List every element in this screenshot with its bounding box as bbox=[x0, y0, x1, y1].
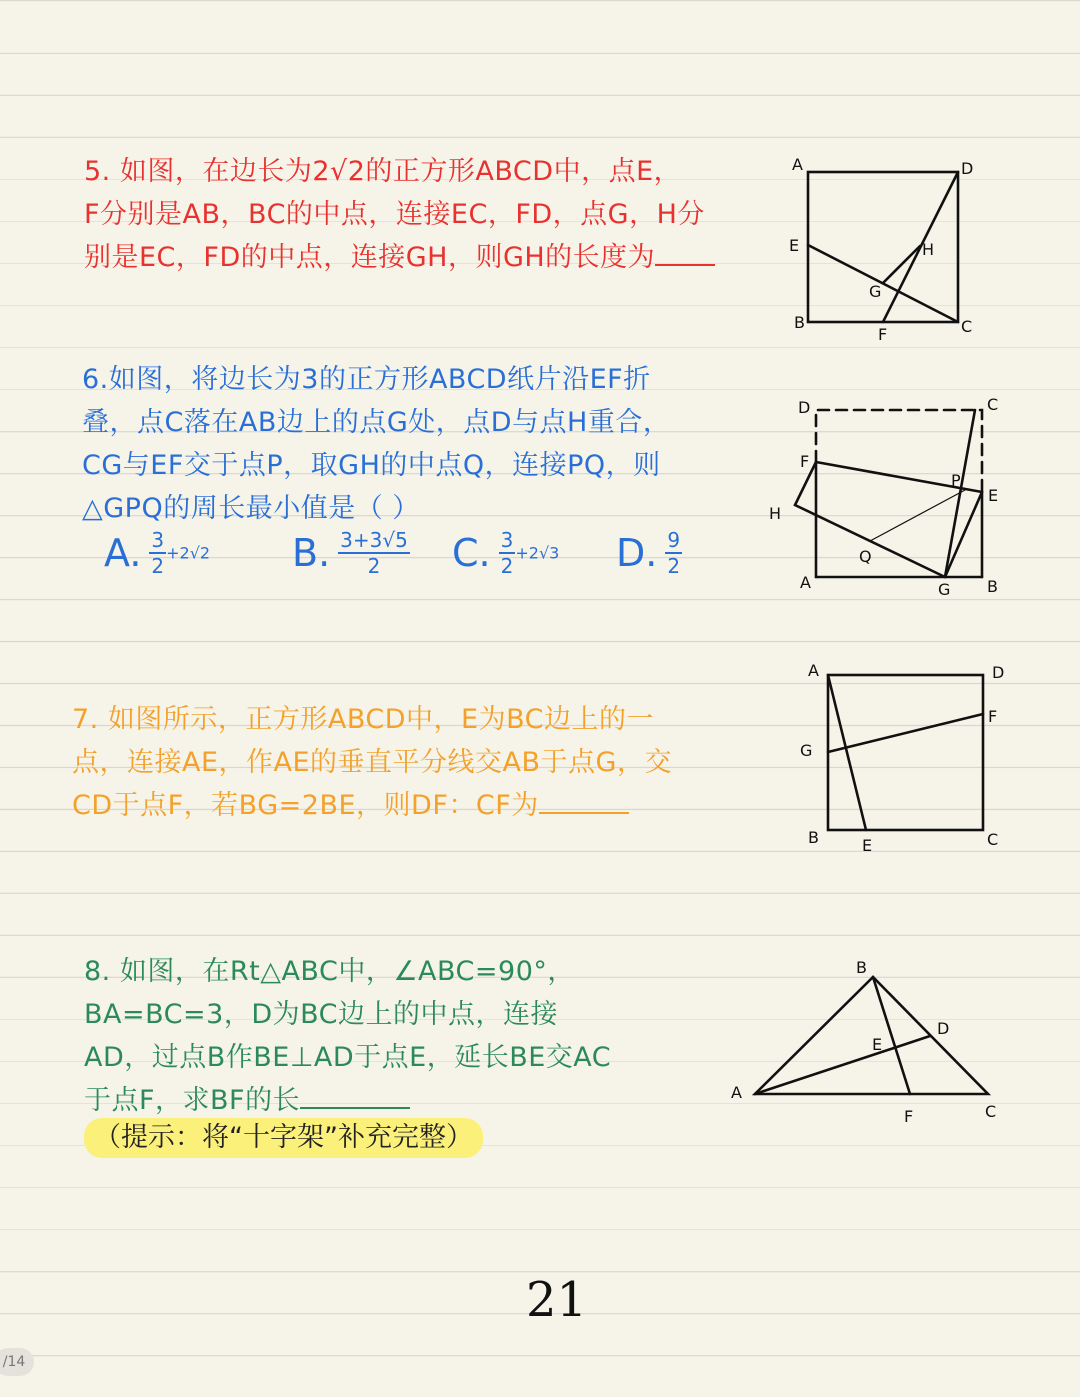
problem-8-line-1: 8. 如图，在Rt△ABC中，∠ABC=90°， bbox=[84, 956, 575, 987]
fig7-label-b: B bbox=[808, 828, 819, 847]
fig8-label-b: B bbox=[856, 958, 867, 977]
fig5-label-e: E bbox=[789, 236, 800, 255]
fig8-label-a: A bbox=[731, 1083, 742, 1102]
problem-7-line-3: CD于点F，若BG=2BE，则DF：CF为 bbox=[72, 784, 672, 827]
fig6-label-d: D bbox=[798, 398, 811, 417]
fig6-label-g: G bbox=[938, 580, 951, 599]
problem-5-line-3: 别是EC，FD的中点，连接GH，则GH的长度为 bbox=[84, 236, 715, 279]
problem-8-line-3: AD，过点B作BE⊥AD于点E，延长BE交AC bbox=[84, 1042, 612, 1073]
problem-8-line-2: BA=BC=3，D为BC边上的中点，连接 bbox=[84, 999, 559, 1030]
problem-6-line-2: 叠，点C落在AB边上的点G处，点D与点H重合， bbox=[82, 407, 671, 438]
fig8-label-d: D bbox=[937, 1019, 950, 1038]
fig8-label-e: E bbox=[872, 1035, 883, 1054]
fig8-label-f: F bbox=[904, 1107, 914, 1126]
fig6-label-b: B bbox=[987, 577, 998, 596]
problem-6-line-4: △GPQ的周长最小值是（ ） bbox=[82, 493, 420, 524]
fig6-label-p: P bbox=[951, 471, 961, 490]
problem-6-line-1: 6.如图，将边长为3的正方形ABCD纸片沿EF折 bbox=[82, 364, 651, 395]
fig7-label-c: C bbox=[987, 830, 999, 849]
fig5-label-a: A bbox=[792, 155, 803, 174]
choice-a: A. $\frac{3}{2}$ +2√2 bbox=[104, 528, 211, 578]
fig5-label-c: C bbox=[961, 317, 973, 336]
fig5-label-d: D bbox=[961, 159, 974, 178]
figure-6 bbox=[795, 410, 982, 577]
problem-6-line-3: CG与EF交于点P，取GH的中点Q，连接PQ，则 bbox=[82, 450, 661, 481]
fig6-label-e: E bbox=[988, 486, 999, 505]
choice-c: C. $\frac{3}{2}$ +2√3 bbox=[452, 528, 560, 578]
fig6-label-c: C bbox=[987, 395, 999, 414]
figure-5 bbox=[808, 172, 958, 322]
fig7-label-d: D bbox=[992, 663, 1005, 682]
problem-5-line-1: 5. 如图，在边长为2√2的正方形ABCD中，点E， bbox=[84, 156, 682, 187]
fig7-label-g: G bbox=[800, 741, 813, 760]
fig6-label-a: A bbox=[800, 573, 811, 592]
problem-7-line-1: 7. 如图所示，正方形ABCD中，E为BC边上的一 bbox=[72, 704, 654, 735]
problem-8-hint: （提示：将“十字架”补充完整） bbox=[84, 1118, 483, 1158]
choice-d: D. $\frac{9}{2}$ bbox=[616, 528, 681, 578]
fig5-label-f: F bbox=[878, 325, 888, 344]
fig7-label-a: A bbox=[808, 661, 819, 680]
fig6-label-q: Q bbox=[859, 547, 872, 566]
fig5-label-h: H bbox=[922, 240, 935, 259]
fig6-label-f: F bbox=[800, 452, 810, 471]
fig5-label-g: G bbox=[869, 282, 882, 301]
fig7-label-f: F bbox=[988, 707, 998, 726]
page-number: 21 bbox=[526, 1272, 588, 1328]
page-indicator: /14 bbox=[0, 1348, 34, 1376]
fig6-label-h: H bbox=[769, 504, 782, 523]
problem-8-line-4: 于点F，求BF的长 bbox=[84, 1079, 611, 1122]
fig5-label-b: B bbox=[794, 313, 805, 332]
fig7-label-e: E bbox=[862, 836, 873, 855]
choice-b: B. $\frac{3+3√5}{2}$ bbox=[292, 528, 408, 578]
fig8-label-c: C bbox=[985, 1102, 997, 1121]
problem-7-line-2: 点，连接AE，作AE的垂直平分线交AB于点G，交 bbox=[72, 747, 672, 778]
problem-5-line-2: F分别是AB，BC的中点，连接EC，FD，点G，H分 bbox=[84, 199, 705, 230]
figure-7 bbox=[828, 675, 983, 830]
